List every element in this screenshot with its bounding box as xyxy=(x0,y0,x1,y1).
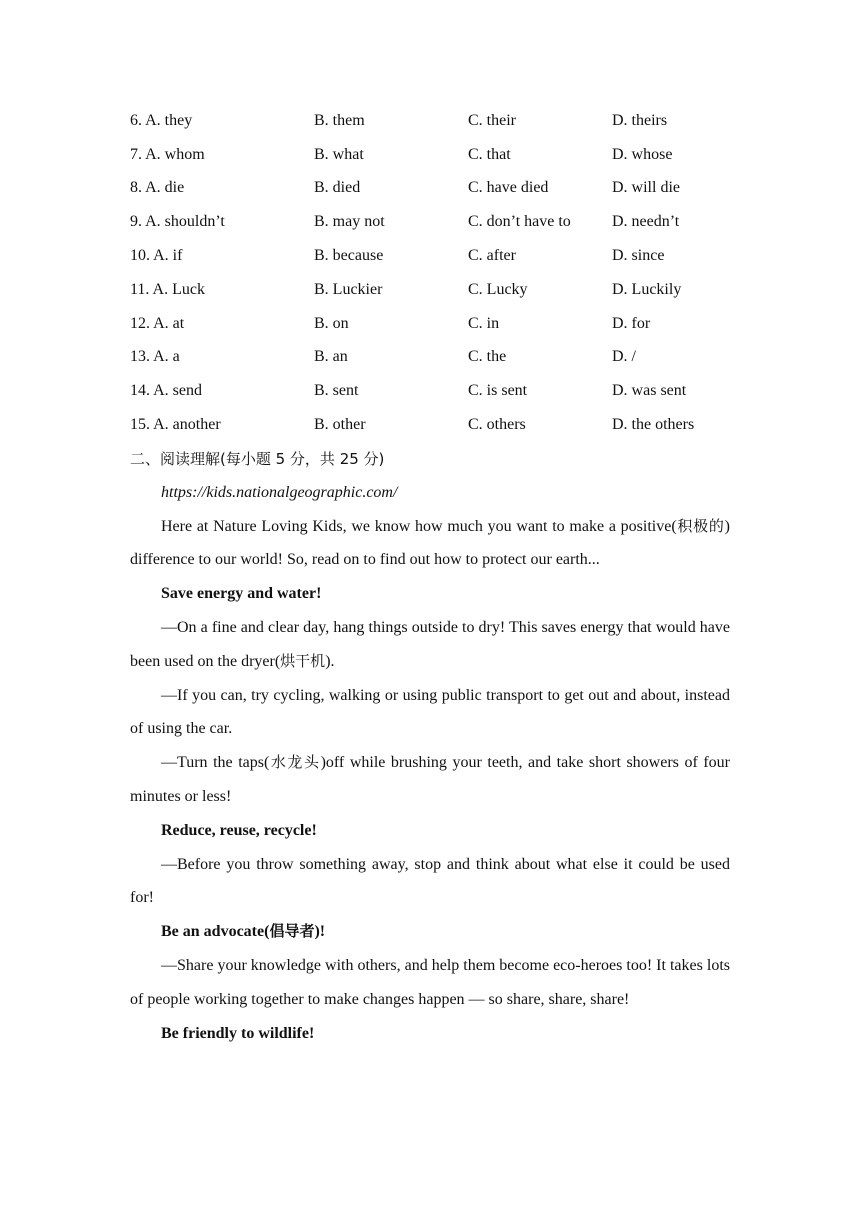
intro-text-after: ) difference to our world! So, read on to find out how to protect our earth... xyxy=(130,517,730,569)
option-c: C. don’t have to xyxy=(468,213,571,231)
option-row-7 xyxy=(130,138,730,172)
option-d: D. needn’t xyxy=(612,213,680,231)
option-d: D. was sent xyxy=(612,382,687,400)
option-a: 10. A. if xyxy=(130,247,183,265)
option-d: D. / xyxy=(612,348,636,366)
heading-reduce: Reduce, reuse, recycle! xyxy=(161,821,317,839)
option-d: D. whose xyxy=(612,145,673,163)
option-row-6 xyxy=(130,104,730,138)
option-b: B. on xyxy=(314,314,349,332)
tip-share: —Share your knowledge with others, and help them become eco-heroes too! It takes lots of people working together to make changes happen — so share, share, share! xyxy=(130,956,730,1008)
option-d: D. the others xyxy=(612,416,695,434)
tip-dry-after: ). xyxy=(325,652,335,670)
option-b: B. an xyxy=(314,348,348,366)
option-c: C. the xyxy=(468,348,507,366)
option-b: B. other xyxy=(314,416,366,434)
option-row-10 xyxy=(130,239,730,273)
intro-text-before: Here at Nature Loving Kids, we know how much you want to make a positive( xyxy=(161,517,677,535)
tip-taps-before: —Turn the taps( xyxy=(161,754,270,772)
answer-options xyxy=(130,104,730,442)
source-url: https://kids.nationalgeographic.com/ xyxy=(161,483,398,501)
option-d: D. theirs xyxy=(612,111,668,129)
option-row-11 xyxy=(130,273,730,307)
tip-taps xyxy=(130,746,730,814)
option-c: C. Lucky xyxy=(468,280,528,298)
option-c: C. have died xyxy=(468,179,549,197)
option-a: 15. A. another xyxy=(130,416,221,434)
heading-advocate-after: )! xyxy=(314,923,326,941)
option-c: C. that xyxy=(468,145,511,163)
document-page xyxy=(130,104,730,1050)
option-d: D. will die xyxy=(612,179,680,197)
option-d: D. Luckily xyxy=(612,280,682,298)
intro-gloss: 积极的 xyxy=(676,516,725,535)
option-c: C. is sent xyxy=(468,382,528,400)
tip-throw: —Before you throw something away, stop and think about what else it could be used for! xyxy=(130,855,730,907)
heading-advocate-before: Be an advocate( xyxy=(161,923,270,941)
option-a: 13. A. a xyxy=(130,348,180,366)
option-a: 9. A. shouldn’t xyxy=(130,213,225,231)
option-a: 12. A. at xyxy=(130,314,185,332)
option-row-12 xyxy=(130,307,730,341)
tip-taps-gloss: 水龙头 xyxy=(269,753,321,772)
option-row-13 xyxy=(130,341,730,375)
section-heading: 二、阅读理解(每小题 5 分，共 25 分) xyxy=(130,450,385,469)
tip-dry-gloss: 烘干机 xyxy=(280,651,326,670)
tip-dry xyxy=(130,611,730,679)
option-b: B. Luckier xyxy=(314,280,383,298)
heading-advocate xyxy=(130,915,730,949)
intro-paragraph xyxy=(130,510,730,578)
option-a: 11. A. Luck xyxy=(130,280,205,298)
option-c: C. others xyxy=(468,416,526,434)
option-b: B. because xyxy=(314,247,384,265)
option-d: D. since xyxy=(612,247,665,265)
heading-save-energy: Save energy and water! xyxy=(161,585,322,603)
option-b: B. died xyxy=(314,179,361,197)
option-d: D. for xyxy=(612,314,651,332)
option-b: B. sent xyxy=(314,382,359,400)
heading-advocate-gloss: 倡导者 xyxy=(269,922,315,941)
option-a: 14. A. send xyxy=(130,382,202,400)
option-row-14 xyxy=(130,374,730,408)
option-a: 7. A. whom xyxy=(130,145,205,163)
heading-wildlife: Be friendly to wildlife! xyxy=(161,1024,315,1042)
tip-taps-after: )off while brushing your teeth, and take short showers of four minutes or less! xyxy=(130,754,730,805)
option-c: C. their xyxy=(468,111,516,129)
tip-dry-before: —On a fine and clear day, hang things outside to dry! This saves energy that would have been used on the dryer( xyxy=(130,618,730,670)
option-c: C. in xyxy=(468,314,500,332)
option-c: C. after xyxy=(468,247,516,265)
option-b: B. what xyxy=(314,145,364,163)
option-row-9 xyxy=(130,205,730,239)
option-b: B. them xyxy=(314,111,365,129)
option-b: B. may not xyxy=(314,213,385,231)
option-a: 8. A. die xyxy=(130,179,185,197)
option-row-15 xyxy=(130,408,730,442)
option-a: 6. A. they xyxy=(130,111,193,129)
option-row-8 xyxy=(130,172,730,206)
tip-cycling: —If you can, try cycling, walking or using public transport to get out and about, instead of using the car. xyxy=(130,686,730,738)
